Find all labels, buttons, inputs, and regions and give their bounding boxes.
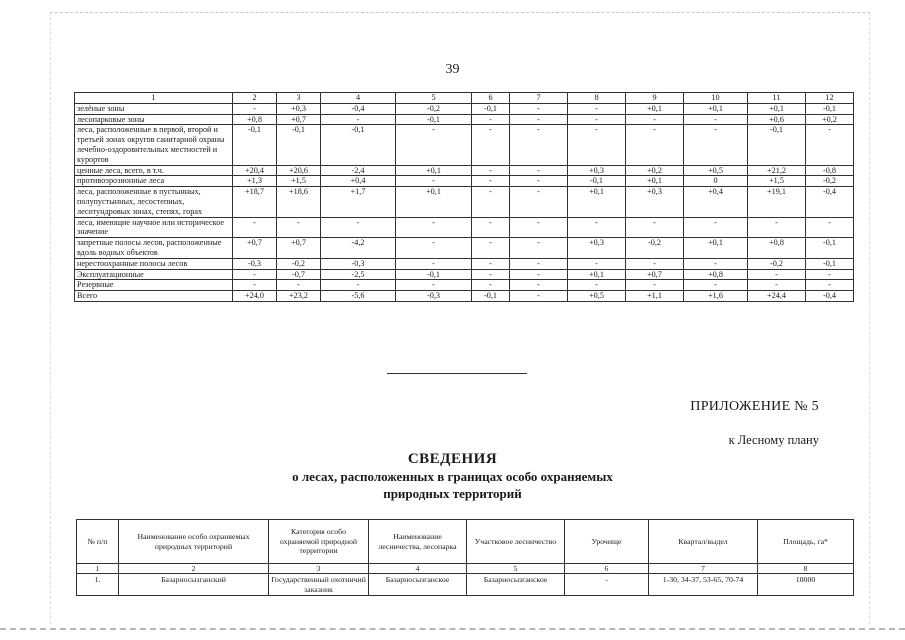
table-cell: 0 xyxy=(684,176,748,187)
table-cell: - xyxy=(396,258,472,269)
column-header: Площадь, га* xyxy=(758,520,854,564)
row-label: противоэрозионные леса xyxy=(75,176,233,187)
table-row xyxy=(75,114,854,125)
table-cell: -5,6 xyxy=(321,291,396,302)
row-label: зелёные зоны xyxy=(75,103,233,114)
column-header: Участковое лесничество xyxy=(467,520,565,564)
table-cell: - xyxy=(626,258,684,269)
table-cell: -0,1 xyxy=(321,125,396,165)
table-cell: - xyxy=(626,280,684,291)
table-cell: -0,2 xyxy=(748,258,806,269)
table-cell: Базарносызганское xyxy=(369,574,467,596)
table-cell: - xyxy=(396,217,472,238)
table-cell: -0,4 xyxy=(806,187,854,217)
section-divider xyxy=(387,373,527,374)
table-cell: 1. xyxy=(77,574,119,596)
row-label: Резервные xyxy=(75,280,233,291)
table-cell: - xyxy=(472,238,510,259)
table-cell: -2,5 xyxy=(321,269,396,280)
table-cell: -0,1 xyxy=(233,125,277,165)
table-cell: +0,7 xyxy=(277,114,321,125)
column-number: 6 xyxy=(565,564,649,574)
table-cell: - xyxy=(568,258,626,269)
table-cell: -0,1 xyxy=(277,125,321,165)
table-cell: - xyxy=(510,165,568,176)
section-heading: СВЕДЕНИЯ xyxy=(407,451,498,467)
table-cell: -0,8 xyxy=(806,165,854,176)
table-cell: +0,8 xyxy=(233,114,277,125)
table-row xyxy=(77,574,854,596)
table-cell: -0,1 xyxy=(472,103,510,114)
table-cell: - xyxy=(396,125,472,165)
table-cell: +18,6 xyxy=(277,187,321,217)
table-cell: -0,4 xyxy=(321,103,396,114)
row-label: запретные полосы лесов, расположенные вдоль водных объектов xyxy=(75,238,233,259)
column-number: 6 xyxy=(472,93,510,104)
section-heading-line2: о лесах, расположенных в границах особо охраняемых xyxy=(292,469,613,484)
column-number: 8 xyxy=(758,564,854,574)
table-cell: - xyxy=(396,238,472,259)
table-cell: - xyxy=(568,103,626,114)
table-cell: - xyxy=(472,165,510,176)
table-cell: - xyxy=(626,217,684,238)
table-cell: +1,3 xyxy=(233,176,277,187)
table-cell: +0,2 xyxy=(806,114,854,125)
table-cell: - xyxy=(510,125,568,165)
table-cell: -0,1 xyxy=(396,114,472,125)
table-cell: +21,2 xyxy=(748,165,806,176)
column-header: Квартал/выдел xyxy=(649,520,758,564)
table-cell: - xyxy=(568,125,626,165)
table-cell: - xyxy=(626,125,684,165)
table-cell: +0,3 xyxy=(568,165,626,176)
table-cell: 10000 xyxy=(758,574,854,596)
table-cell: - xyxy=(510,114,568,125)
table-cell: - xyxy=(233,103,277,114)
column-header: Урочище xyxy=(565,520,649,564)
table-cell: +24,0 xyxy=(233,291,277,302)
table-cell: - xyxy=(472,114,510,125)
table-cell: +0,7 xyxy=(626,269,684,280)
table-cell: +0,1 xyxy=(626,176,684,187)
table-header-row xyxy=(75,93,854,104)
table-cell: +1,1 xyxy=(626,291,684,302)
table-cell: +0,3 xyxy=(626,187,684,217)
table-cell: - xyxy=(472,258,510,269)
table-row xyxy=(75,269,854,280)
column-number: 2 xyxy=(119,564,269,574)
table-cell: - xyxy=(684,217,748,238)
table-cell: +0,3 xyxy=(277,103,321,114)
table-cell: +0,1 xyxy=(626,103,684,114)
table-cell: +0,1 xyxy=(684,103,748,114)
table-cell: - xyxy=(472,280,510,291)
table-cell: - xyxy=(510,217,568,238)
table-cell: - xyxy=(472,125,510,165)
section-heading-line3: природных территорий xyxy=(383,486,522,501)
table-cell: -0,1 xyxy=(748,125,806,165)
table-cell: +0,1 xyxy=(568,269,626,280)
column-number: 5 xyxy=(467,564,565,574)
table-cell: - xyxy=(510,176,568,187)
column-number: 5 xyxy=(396,93,472,104)
table-cell: - xyxy=(510,187,568,217)
table-cell: - xyxy=(233,217,277,238)
table-cell: +0,2 xyxy=(626,165,684,176)
table-row xyxy=(75,187,854,217)
row-label: леса, расположенные в первой, второй и третьей зонах округов санитарной охраны лечебно-оздоровительных местностей и курортов xyxy=(75,125,233,165)
table-cell: -0,7 xyxy=(277,269,321,280)
table-cell: -0,1 xyxy=(396,269,472,280)
column-header: Наименование особо охраняемых природных территорий xyxy=(119,520,269,564)
column-number: 4 xyxy=(321,93,396,104)
table-cell: - xyxy=(684,125,748,165)
table-cell: - xyxy=(806,280,854,291)
table-cell: - xyxy=(396,280,472,291)
table-cell: - xyxy=(321,217,396,238)
table-cell: Государственный охотничий заказник xyxy=(269,574,369,596)
table-cell: -0,1 xyxy=(806,258,854,269)
table-cell: +0,5 xyxy=(568,291,626,302)
column-header: Категория особо охраняемой природной территории xyxy=(269,520,369,564)
page-number: 39 xyxy=(445,62,460,77)
table-cell: - xyxy=(510,269,568,280)
table-cell: - xyxy=(233,269,277,280)
table-cell: - xyxy=(684,280,748,291)
table-cell: - xyxy=(321,280,396,291)
table-cell: +0,1 xyxy=(684,238,748,259)
table-cell: -0,2 xyxy=(626,238,684,259)
table-cell: -0,1 xyxy=(806,103,854,114)
forest-change-table xyxy=(74,92,854,302)
table-cell: -0,3 xyxy=(233,258,277,269)
table-cell: +0,1 xyxy=(748,103,806,114)
column-number: 7 xyxy=(649,564,758,574)
table-cell: - xyxy=(510,258,568,269)
table-row xyxy=(75,238,854,259)
table-cell: +0,3 xyxy=(568,238,626,259)
table-cell: +0,5 xyxy=(684,165,748,176)
row-label: Всего xyxy=(75,291,233,302)
table-cell: +0,8 xyxy=(684,269,748,280)
column-number: 3 xyxy=(277,93,321,104)
table-cell: -0,1 xyxy=(806,238,854,259)
table-cell: - xyxy=(568,114,626,125)
table-cell: - xyxy=(565,574,649,596)
table-row xyxy=(75,176,854,187)
table-row xyxy=(75,103,854,114)
table-cell: +20,4 xyxy=(233,165,277,176)
table-cell: +23,2 xyxy=(277,291,321,302)
table-cell: - xyxy=(568,280,626,291)
table-cell: - xyxy=(472,187,510,217)
page-bottom-edge xyxy=(0,628,905,630)
table-row xyxy=(75,217,854,238)
table-cell: +1,7 xyxy=(321,187,396,217)
table-row xyxy=(75,291,854,302)
table-cell: +19,1 xyxy=(748,187,806,217)
column-number: 4 xyxy=(369,564,467,574)
table-cell: +0,4 xyxy=(684,187,748,217)
table-cell: +24,4 xyxy=(748,291,806,302)
table-cell: +0,8 xyxy=(748,238,806,259)
table-cell: - xyxy=(748,269,806,280)
table-cell: - xyxy=(748,280,806,291)
table-cell: - xyxy=(472,217,510,238)
table-cell: - xyxy=(277,280,321,291)
table-cell: - xyxy=(806,125,854,165)
table-cell: - xyxy=(277,217,321,238)
table-cell: - xyxy=(626,114,684,125)
row-label: леса, имеющие научное или историческое значение xyxy=(75,217,233,238)
column-number: 1 xyxy=(75,93,233,104)
table-cell: - xyxy=(806,217,854,238)
table-cell: +0,1 xyxy=(568,187,626,217)
table-cell: -0,1 xyxy=(472,291,510,302)
table-cell: - xyxy=(233,280,277,291)
table-cell: -2,4 xyxy=(321,165,396,176)
row-label: лесопарковые зоны xyxy=(75,114,233,125)
table-cell: -0,1 xyxy=(568,176,626,187)
table-cell: 1-30, 34-37, 53-65, 70-74 xyxy=(649,574,758,596)
table-row xyxy=(75,258,854,269)
table-row xyxy=(75,280,854,291)
table-cell: +0,1 xyxy=(396,187,472,217)
table-cell: - xyxy=(510,291,568,302)
column-number: 9 xyxy=(626,93,684,104)
table-cell: - xyxy=(396,176,472,187)
column-number-row xyxy=(77,564,854,574)
table-cell: - xyxy=(472,269,510,280)
table-cell: +0,7 xyxy=(233,238,277,259)
table-cell: -0,4 xyxy=(806,291,854,302)
table-cell: -0,2 xyxy=(806,176,854,187)
table-cell: -0,2 xyxy=(396,103,472,114)
table-cell: +1,5 xyxy=(277,176,321,187)
table-cell: Базарносызганское xyxy=(467,574,565,596)
table-cell: +1,6 xyxy=(684,291,748,302)
table-cell: - xyxy=(806,269,854,280)
row-label: леса, расположенные в пустынных, полупустынных, лесостепных, лесотундровых зонах, степях, горах xyxy=(75,187,233,217)
table-row xyxy=(75,165,854,176)
column-number: 10 xyxy=(684,93,748,104)
table-cell: +20,6 xyxy=(277,165,321,176)
table-row xyxy=(75,125,854,165)
table-cell: - xyxy=(472,176,510,187)
table-cell: -4,2 xyxy=(321,238,396,259)
table-cell: - xyxy=(321,114,396,125)
column-number: 11 xyxy=(748,93,806,104)
column-number: 12 xyxy=(806,93,854,104)
table-cell: +0,6 xyxy=(748,114,806,125)
table-cell: - xyxy=(748,217,806,238)
table-cell: - xyxy=(510,103,568,114)
row-label: Эксплуатационные xyxy=(75,269,233,280)
appendix-subtitle: к Лесному плану xyxy=(728,433,819,447)
protected-areas-table xyxy=(76,519,854,596)
column-header: Наименование лесничества, лесопарка xyxy=(369,520,467,564)
row-label: нерестоохранные полосы лесов xyxy=(75,258,233,269)
table-header-row xyxy=(77,520,854,564)
table-cell: - xyxy=(510,238,568,259)
table-cell: +0,1 xyxy=(396,165,472,176)
row-label: ценные леса, всего, в т.ч. xyxy=(75,165,233,176)
table-cell: +18,7 xyxy=(233,187,277,217)
table-cell: +0,4 xyxy=(321,176,396,187)
column-header: № п/п xyxy=(77,520,119,564)
column-number: 8 xyxy=(568,93,626,104)
table-cell: +1,5 xyxy=(748,176,806,187)
column-number: 2 xyxy=(233,93,277,104)
column-number: 1 xyxy=(77,564,119,574)
table-cell: -0,3 xyxy=(321,258,396,269)
table-cell: Базарносызганский xyxy=(119,574,269,596)
table-cell: - xyxy=(684,258,748,269)
column-number: 7 xyxy=(510,93,568,104)
appendix-title: ПРИЛОЖЕНИЕ № 5 xyxy=(690,399,819,414)
table-cell: - xyxy=(510,280,568,291)
column-number: 3 xyxy=(269,564,369,574)
table-cell: +0,7 xyxy=(277,238,321,259)
table-cell: -0,2 xyxy=(277,258,321,269)
table-cell: - xyxy=(568,217,626,238)
table-cell: -0,3 xyxy=(396,291,472,302)
table-cell: - xyxy=(684,114,748,125)
